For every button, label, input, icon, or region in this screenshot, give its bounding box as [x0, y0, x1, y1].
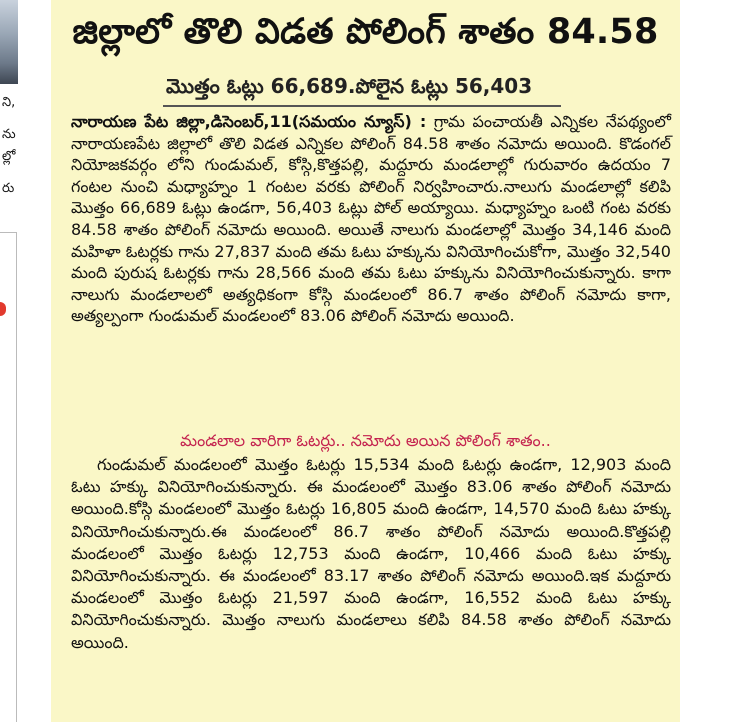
adjacent-text-fragment: ను	[2, 127, 16, 142]
adjacent-text-fragment: ని,	[2, 95, 16, 110]
adjacent-text-fragment: ల్లో	[2, 149, 16, 164]
adjacent-photo	[0, 0, 18, 84]
adjacent-column-fragment	[0, 0, 22, 722]
adjacent-text-fragment: రు	[2, 181, 15, 196]
article-body-paragraph-1	[71, 111, 671, 327]
paragraph-1-text: గ్రామ పంచాయతీ ఎన్నికల నేపథ్యంలో నారాయణపేట జిల్లాలో తొలి విడత ఎన్నికల పోలింగ్ 84.58 శాతం నమోదు అయింది. కొడంగల్ నియోజకవర్గం లోని గుండుమల్, కోస్గి,కొత్తపల్లి, మద్దూరు మండలాల్లో గురువారం ఉదయం 7 గంటల నుంచి మధ్యాహ్నం 1 గంటల వరకు పోలింగ్ నిర్వహించారు.నాలుగు మండలాల్లో కలిపి మొత్తం 66,689 ఓట్లు ఉండగా, 56,403 ఓట్లు పోల్ అయ్యాయి. మధ్యాహ్నం ఒంటి గంట వరకు 84.58 శాతం పోలింగ్ నమోదు అయింది. అయితే నాలుగు మండలాల్లో మొత్తం 34,146 మంది మహిళా ఓటర్లకు గాను 27,837 మంది తమ ఓటు హక్కును వినియోగించుకోగా, మొత్తం 32,540 మంది పురుష ఓటర్లకు గాను 28,566 మంది తమ ఓటు హక్కును వినియోగించుకున్నారు. కాగా నాలుగు మండలాలలో అత్యధికంగా కోస్గి మండలంలో 86.7 శాతం పోలింగ్ నమోదు కాగా, అత్యల్పంగా గుండుమల్ మండలంలో 83.06 పోలింగ్ నమోదు అయింది.	[71, 112, 672, 326]
paragraph-2-text: గుండుమల్ మండలంలో మొత్తం ఓటర్లు 15,534 మంది ఓటర్లు ఉండగా, 12,903 మంది ఓటు హక్కు వినియోగించుకున్నారు. ఈ మండలంలో మొత్తం 83.06 శాతం పోలింగ్ నమోదు అయింది.కోస్గి మండలంలో మొత్తం ఓటర్లు 16,805 మంది ఉండగా, 14,570 మంది ఓటు హక్కు వినియోగించుకున్నారు.ఈ మండలంలో 86.7 శాతం పోలింగ్ నమోదు అయింది.కొత్తపల్లి మండలంలో మొత్తం ఓటర్లు 12,753 మంది ఉండగా, 10,466 మంది ఓటు హక్కు వినియోగించుకున్నారు. ఈ మండలంలో 83.17 శాతం పోలింగ్ నమోదు అయింది.ఇక మద్దూరు మండలంలో మొత్తం ఓటర్లు 21,597 మంది ఉండగా, 16,552 మంది ఓటు హక్కు వినియోగించుకున్నారు. మొత్తం నాలుగు మండలాలు కలిపి 84.58 శాతం పోలింగ్ నమోదు అయింది.	[71, 455, 671, 652]
article-headline: జిల్లాలో తొలి విడత పోలింగ్ శాతం 84.58	[72, 12, 659, 52]
article-subheadline: మొత్తం ఓట్లు 66,689.పోలైన ఓట్లు 56,403	[166, 74, 533, 98]
subheadline-underline	[163, 105, 561, 107]
article-body-paragraph-2	[71, 454, 671, 654]
section-heading: మండలాల వారిగా ఓటర్లు.. నమోదు అయిన పోలింగ్ శాతం..	[180, 431, 551, 450]
news-article	[51, 0, 680, 722]
article-dateline: నారాయణ పేట జిల్లా,డిసెంబర్,11(సమయం న్యూస్) :	[71, 112, 427, 131]
